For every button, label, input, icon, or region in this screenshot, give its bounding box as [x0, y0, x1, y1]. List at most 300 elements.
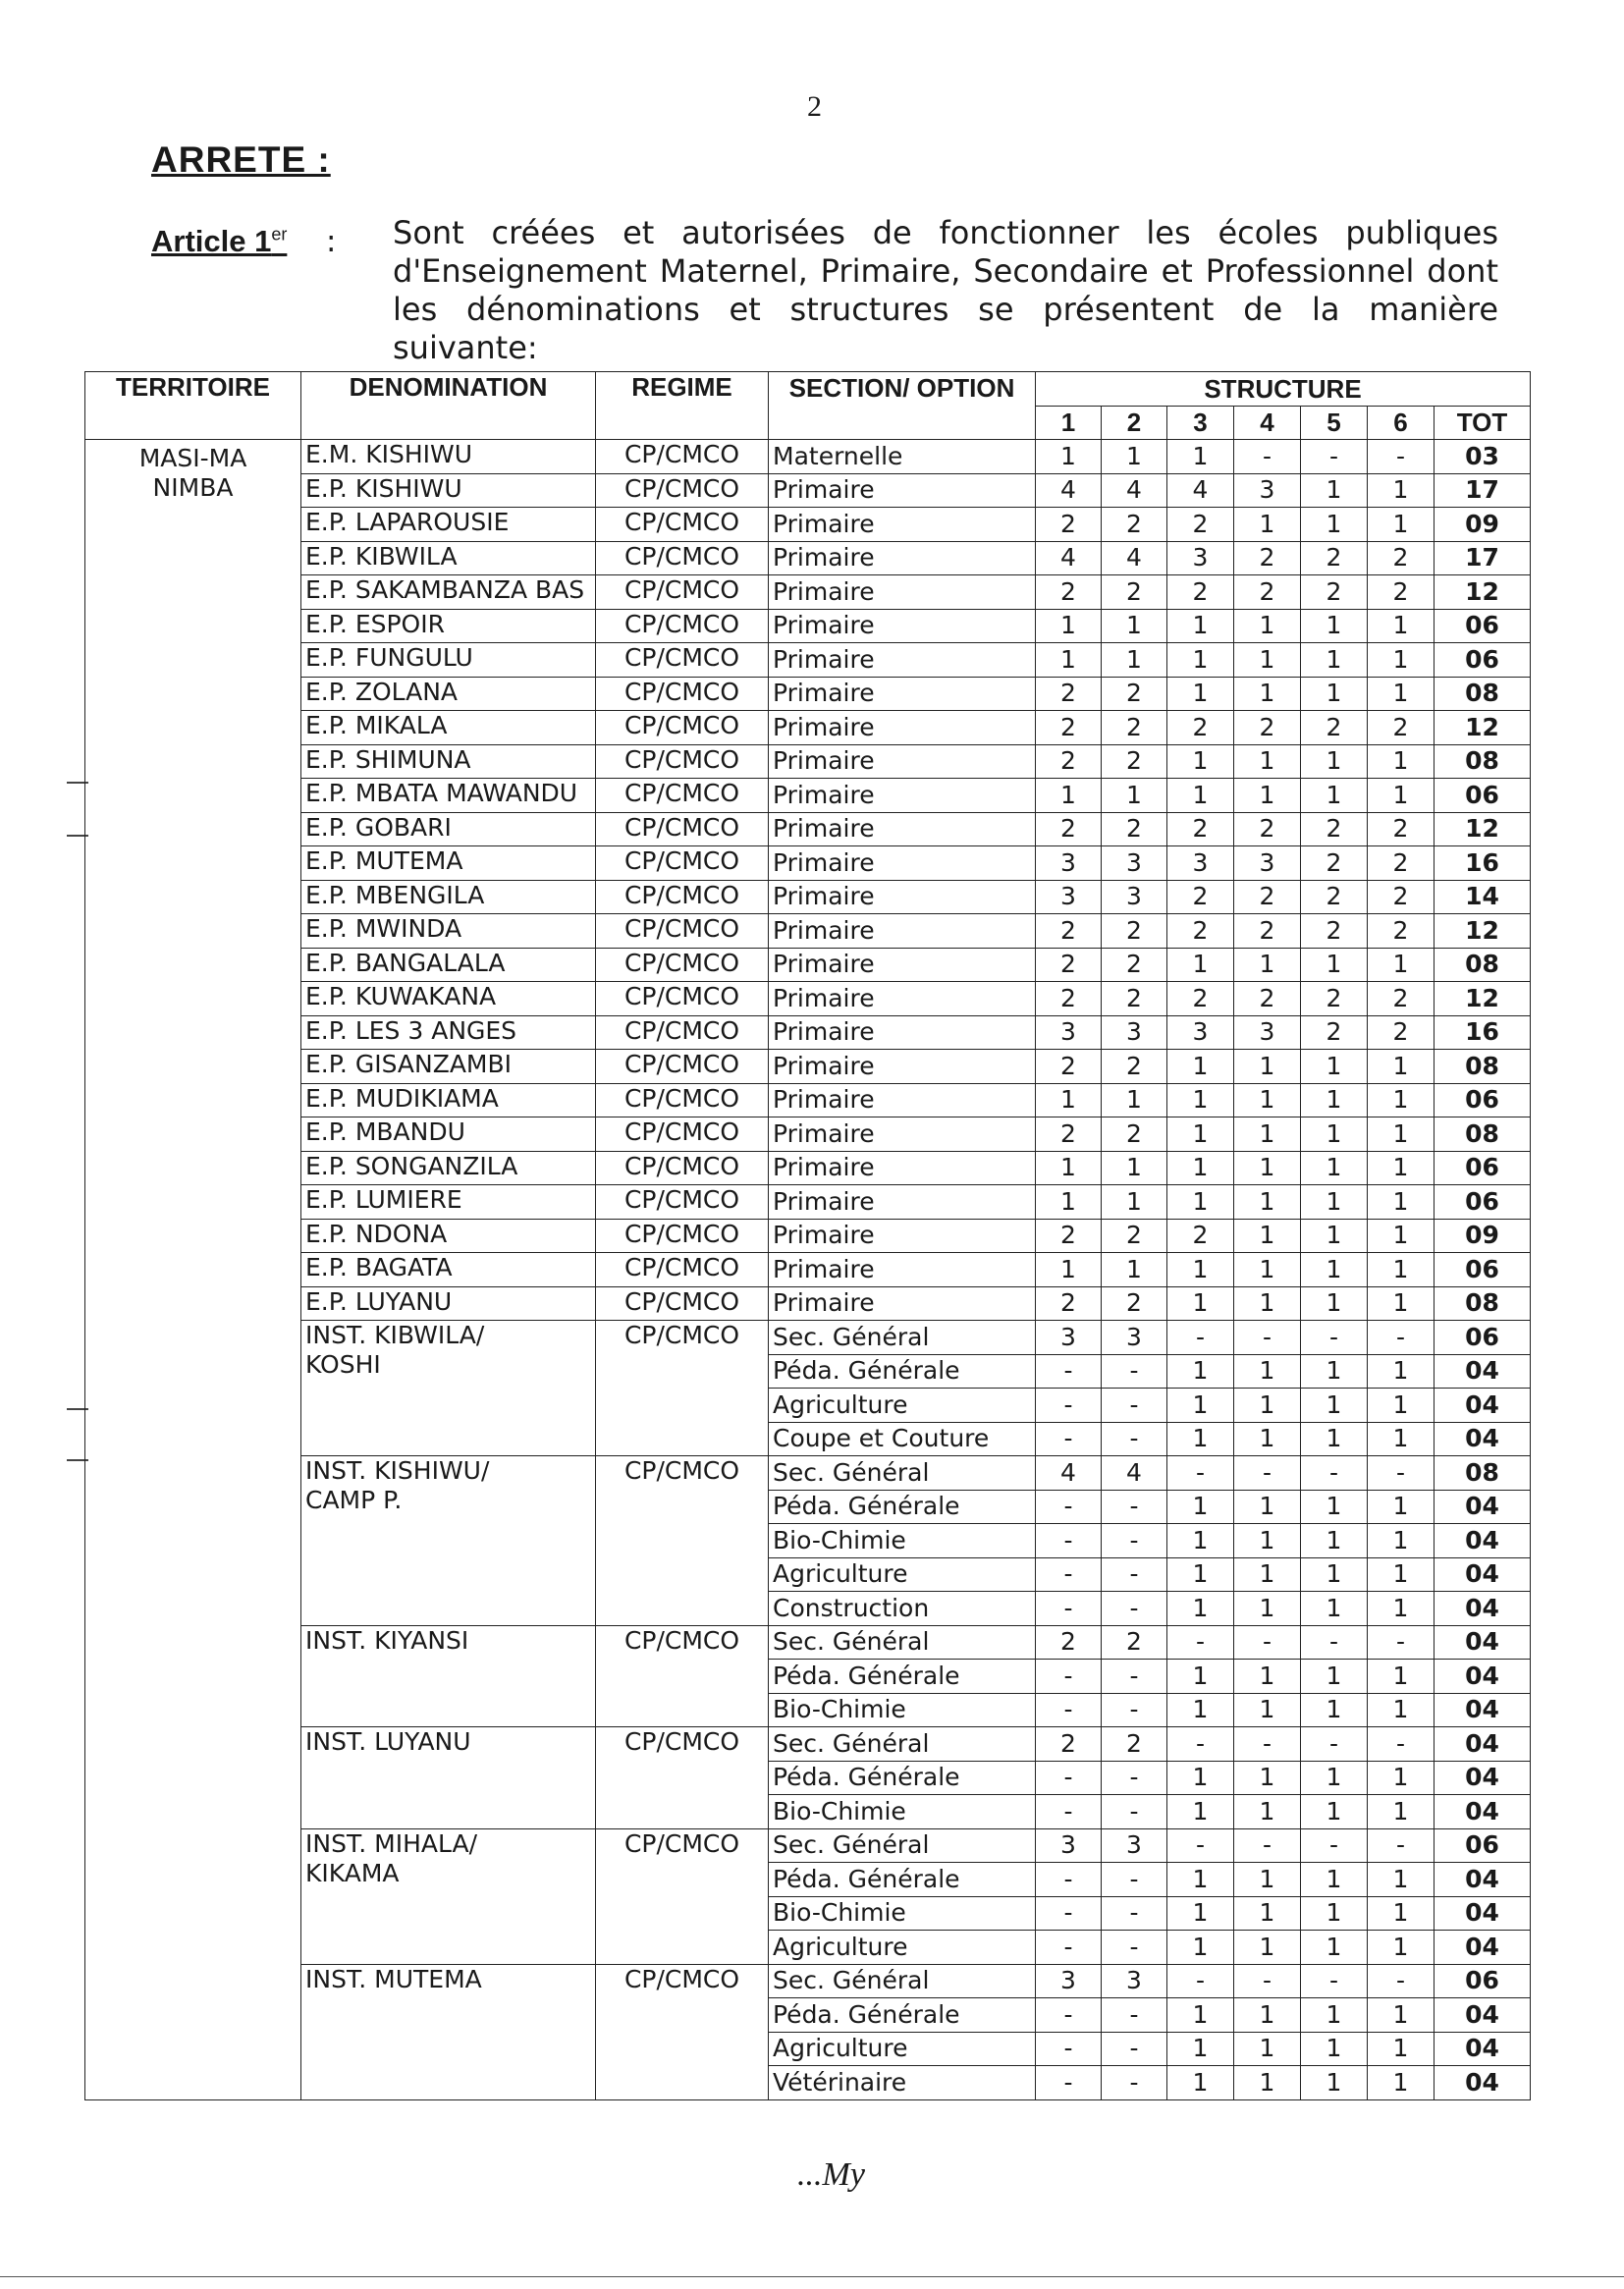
- structure-col-6: 1: [1368, 1286, 1435, 1321]
- school-regime: CP/CMCO: [596, 1456, 769, 1626]
- structure-col-2: -: [1102, 1761, 1167, 1795]
- school-regime: CP/CMCO: [596, 1727, 769, 1829]
- structure-col-2: 1: [1102, 1253, 1167, 1287]
- structure-col-6: 1: [1368, 1660, 1435, 1694]
- section-option: Primaire: [769, 677, 1036, 711]
- structure-col-5: -: [1301, 1727, 1368, 1762]
- table-row: [85, 812, 1531, 846]
- school-regime: CP/CMCO: [596, 1083, 769, 1117]
- table-row: [85, 880, 1531, 914]
- school-regime: CP/CMCO: [596, 575, 769, 610]
- section-option: Primaire: [769, 1253, 1036, 1287]
- structure-col-4: 1: [1234, 677, 1301, 711]
- article-colon: :: [326, 224, 337, 259]
- structure-col-1: 2: [1036, 677, 1102, 711]
- section-option: Primaire: [769, 473, 1036, 508]
- structure-col-4: 1: [1234, 1693, 1301, 1727]
- structure-col-1: -: [1036, 1354, 1102, 1389]
- structure-col-2: 3: [1102, 1828, 1167, 1863]
- structure-col-5: -: [1301, 1828, 1368, 1863]
- structure-col-5: 1: [1301, 1761, 1368, 1795]
- structure-col-4: 1: [1234, 1592, 1301, 1626]
- structure-col-2: 2: [1102, 1050, 1167, 1084]
- structure-col-5: 1: [1301, 473, 1368, 508]
- structure-col-1: 2: [1036, 711, 1102, 745]
- structure-col-6: 1: [1368, 2032, 1435, 2066]
- structure-col-4: 1: [1234, 1761, 1301, 1795]
- header-territoire: TERRITOIRE: [85, 372, 301, 440]
- structure-col-6: 1: [1368, 1693, 1435, 1727]
- structure-total: 04: [1435, 2032, 1531, 2066]
- structure-total: 06: [1435, 643, 1531, 678]
- section-option: Primaire: [769, 1117, 1036, 1152]
- header-col-2: 2: [1102, 406, 1167, 440]
- structure-col-2: -: [1102, 1389, 1167, 1423]
- structure-col-4: 2: [1234, 812, 1301, 846]
- structure-col-2: -: [1102, 1998, 1167, 2033]
- header-col-4: 4: [1234, 406, 1301, 440]
- table-row: [85, 1321, 1531, 1355]
- article-text: Sont créées et autorisées de fonctionner les écoles publiques d'Enseignement Maternel, Primaire, Secondaire et Professionnel dont les dénominations et structures se présentent de la manière suivante:: [393, 214, 1498, 366]
- structure-col-4: 1: [1234, 1422, 1301, 1456]
- structure-col-3: 1: [1167, 1998, 1234, 2033]
- structure-total: 09: [1435, 1219, 1531, 1253]
- school-regime: CP/CMCO: [596, 1286, 769, 1321]
- header-col-6: 6: [1368, 406, 1435, 440]
- school-name: E.P. MIKALA: [301, 711, 596, 745]
- structure-col-6: 2: [1368, 1015, 1435, 1050]
- school-regime: CP/CMCO: [596, 1219, 769, 1253]
- structure-col-3: 2: [1167, 812, 1234, 846]
- structure-col-1: 1: [1036, 440, 1102, 474]
- structure-col-4: 1: [1234, 1185, 1301, 1220]
- structure-col-3: -: [1167, 1321, 1234, 1355]
- structure-total: 04: [1435, 1592, 1531, 1626]
- article-label: Article 1er: [151, 224, 288, 258]
- structure-col-2: -: [1102, 1557, 1167, 1592]
- school-name: E.P. KUWAKANA: [301, 982, 596, 1016]
- header-col-tot: TOT: [1435, 406, 1531, 440]
- structure-col-4: 3: [1234, 1015, 1301, 1050]
- structure-col-4: 1: [1234, 744, 1301, 779]
- school-regime: CP/CMCO: [596, 948, 769, 982]
- section-option: Bio-Chimie: [769, 1896, 1036, 1931]
- structure-col-5: 1: [1301, 677, 1368, 711]
- structure-total: 08: [1435, 1050, 1531, 1084]
- structure-col-5: -: [1301, 1456, 1368, 1491]
- structure-col-3: 1: [1167, 744, 1234, 779]
- school-regime: CP/CMCO: [596, 914, 769, 949]
- structure-col-6: 2: [1368, 880, 1435, 914]
- structure-col-4: -: [1234, 1456, 1301, 1491]
- structure-col-1: 4: [1036, 473, 1102, 508]
- structure-col-6: 1: [1368, 779, 1435, 813]
- structure-total: 04: [1435, 1998, 1531, 2033]
- structure-total: 12: [1435, 812, 1531, 846]
- structure-col-3: 3: [1167, 541, 1234, 575]
- section-option: Primaire: [769, 541, 1036, 575]
- section-option: Primaire: [769, 846, 1036, 881]
- section-option: Primaire: [769, 711, 1036, 745]
- structure-col-4: 1: [1234, 1660, 1301, 1694]
- structure-col-1: 1: [1036, 1083, 1102, 1117]
- structure-col-4: 2: [1234, 711, 1301, 745]
- structure-col-3: 1: [1167, 1931, 1234, 1965]
- structure-col-3: 1: [1167, 1524, 1234, 1558]
- structure-col-4: 1: [1234, 1557, 1301, 1592]
- structure-col-6: 1: [1368, 1422, 1435, 1456]
- structure-col-3: 1: [1167, 1151, 1234, 1185]
- structure-col-5: 1: [1301, 1083, 1368, 1117]
- structure-total: 04: [1435, 2066, 1531, 2100]
- structure-col-5: 1: [1301, 1185, 1368, 1220]
- structure-total: 04: [1435, 1490, 1531, 1524]
- structure-col-3: 1: [1167, 779, 1234, 813]
- school-regime: CP/CMCO: [596, 1964, 769, 2099]
- structure-col-1: 1: [1036, 1185, 1102, 1220]
- structure-col-1: 1: [1036, 779, 1102, 813]
- structure-total: 06: [1435, 1253, 1531, 1287]
- structure-total: 09: [1435, 508, 1531, 542]
- structure-total: 06: [1435, 609, 1531, 643]
- structure-col-4: -: [1234, 1625, 1301, 1660]
- structure-col-3: 1: [1167, 1490, 1234, 1524]
- structure-col-3: 2: [1167, 711, 1234, 745]
- structure-col-4: 1: [1234, 948, 1301, 982]
- structure-col-3: 1: [1167, 1185, 1234, 1220]
- structure-col-6: 1: [1368, 744, 1435, 779]
- section-option: Sec. Général: [769, 1727, 1036, 1762]
- structure-col-6: 1: [1368, 508, 1435, 542]
- structure-total: 06: [1435, 1151, 1531, 1185]
- structure-total: 12: [1435, 711, 1531, 745]
- table-row: [85, 1219, 1531, 1253]
- section-option: Primaire: [769, 779, 1036, 813]
- table-row: [85, 541, 1531, 575]
- territoire-cell: MASI-MANIMBA: [85, 440, 301, 2100]
- structure-col-1: 3: [1036, 880, 1102, 914]
- structure-col-6: 1: [1368, 1219, 1435, 1253]
- school-name: E.P. BANGALALA: [301, 948, 596, 982]
- structure-col-2: 2: [1102, 1117, 1167, 1152]
- structure-col-3: 1: [1167, 1693, 1234, 1727]
- structure-col-5: 1: [1301, 1998, 1368, 2033]
- structure-col-4: 1: [1234, 1998, 1301, 2033]
- structure-col-4: 1: [1234, 643, 1301, 678]
- table-row: [85, 1625, 1531, 1660]
- structure-total: 06: [1435, 1321, 1531, 1355]
- school-name: INST. KIYANSI: [301, 1625, 596, 1727]
- structure-col-3: 2: [1167, 508, 1234, 542]
- section-option: Péda. Générale: [769, 1998, 1036, 2033]
- section-option: Péda. Générale: [769, 1761, 1036, 1795]
- structure-col-4: 1: [1234, 1490, 1301, 1524]
- structure-col-4: 1: [1234, 1524, 1301, 1558]
- section-option: Primaire: [769, 1286, 1036, 1321]
- structure-col-4: 1: [1234, 1795, 1301, 1829]
- schools-table: [84, 371, 1531, 2100]
- structure-col-4: 1: [1234, 1117, 1301, 1152]
- section-option: Péda. Générale: [769, 1863, 1036, 1897]
- structure-col-2: -: [1102, 1931, 1167, 1965]
- structure-col-3: -: [1167, 1828, 1234, 1863]
- structure-col-3: 1: [1167, 1050, 1234, 1084]
- structure-col-5: 1: [1301, 1693, 1368, 1727]
- school-name: E.P. FUNGULU: [301, 643, 596, 678]
- section-option: Vétérinaire: [769, 2066, 1036, 2100]
- section-option: Agriculture: [769, 2032, 1036, 2066]
- structure-col-3: 4: [1167, 473, 1234, 508]
- structure-col-4: 2: [1234, 880, 1301, 914]
- structure-col-2: 2: [1102, 711, 1167, 745]
- school-regime: CP/CMCO: [596, 541, 769, 575]
- structure-col-6: 1: [1368, 1050, 1435, 1084]
- school-name: E.P. SAKAMBANZA BAS: [301, 575, 596, 610]
- structure-total: 04: [1435, 1354, 1531, 1389]
- school-name: INST. KISHIWU/ CAMP P.: [301, 1456, 596, 1626]
- school-name: INST. MUTEMA: [301, 1964, 596, 2099]
- structure-col-2: 2: [1102, 677, 1167, 711]
- structure-col-3: 1: [1167, 2066, 1234, 2100]
- structure-col-6: 2: [1368, 914, 1435, 949]
- school-regime: CP/CMCO: [596, 1185, 769, 1220]
- structure-col-3: 1: [1167, 1761, 1234, 1795]
- section-option: Primaire: [769, 575, 1036, 610]
- table-row: [85, 1151, 1531, 1185]
- section-option: Péda. Générale: [769, 1660, 1036, 1694]
- school-regime: CP/CMCO: [596, 846, 769, 881]
- section-option: Primaire: [769, 914, 1036, 949]
- section-option: Agriculture: [769, 1931, 1036, 1965]
- structure-col-1: 1: [1036, 1151, 1102, 1185]
- structure-col-5: 1: [1301, 744, 1368, 779]
- school-name: E.P. SHIMUNA: [301, 744, 596, 779]
- structure-col-5: 1: [1301, 1896, 1368, 1931]
- structure-col-1: 2: [1036, 812, 1102, 846]
- structure-col-6: 1: [1368, 1117, 1435, 1152]
- school-regime: CP/CMCO: [596, 609, 769, 643]
- structure-col-5: 2: [1301, 914, 1368, 949]
- structure-col-2: 2: [1102, 914, 1167, 949]
- structure-col-1: -: [1036, 1490, 1102, 1524]
- school-regime: CP/CMCO: [596, 508, 769, 542]
- article-label-sup: er: [271, 224, 288, 245]
- section-option: Péda. Générale: [769, 1354, 1036, 1389]
- structure-col-2: 2: [1102, 575, 1167, 610]
- structure-col-3: 1: [1167, 440, 1234, 474]
- structure-col-5: 2: [1301, 846, 1368, 881]
- structure-col-6: 1: [1368, 948, 1435, 982]
- school-name: E.P. KIBWILA: [301, 541, 596, 575]
- structure-total: 04: [1435, 1524, 1531, 1558]
- header-denomination: DENOMINATION: [301, 372, 596, 440]
- table-row: [85, 677, 1531, 711]
- structure-col-2: -: [1102, 1795, 1167, 1829]
- structure-col-3: 1: [1167, 1117, 1234, 1152]
- section-option: Sec. Général: [769, 1321, 1036, 1355]
- section-option: Primaire: [769, 948, 1036, 982]
- school-name: E.P. MBATA MAWANDU: [301, 779, 596, 813]
- structure-col-4: 1: [1234, 1151, 1301, 1185]
- section-option: Péda. Générale: [769, 1490, 1036, 1524]
- structure-total: 17: [1435, 473, 1531, 508]
- structure-total: 06: [1435, 779, 1531, 813]
- structure-col-1: -: [1036, 1693, 1102, 1727]
- structure-col-4: 3: [1234, 846, 1301, 881]
- structure-col-1: 3: [1036, 1321, 1102, 1355]
- structure-col-1: -: [1036, 1931, 1102, 1965]
- section-option: Primaire: [769, 744, 1036, 779]
- table-body: [85, 440, 1531, 2100]
- structure-col-6: 2: [1368, 711, 1435, 745]
- structure-col-5: 1: [1301, 1354, 1368, 1389]
- structure-total: 04: [1435, 1389, 1531, 1423]
- school-name: E.P. MUTEMA: [301, 846, 596, 881]
- section-option: Primaire: [769, 1015, 1036, 1050]
- school-regime: CP/CMCO: [596, 1151, 769, 1185]
- structure-col-5: 1: [1301, 948, 1368, 982]
- structure-col-1: -: [1036, 1592, 1102, 1626]
- structure-col-5: 2: [1301, 812, 1368, 846]
- header-col-3: 3: [1167, 406, 1234, 440]
- structure-total: 12: [1435, 575, 1531, 610]
- structure-col-3: 1: [1167, 643, 1234, 678]
- structure-col-6: 2: [1368, 846, 1435, 881]
- structure-col-5: 2: [1301, 575, 1368, 610]
- structure-col-3: 1: [1167, 1389, 1234, 1423]
- section-option: Sec. Général: [769, 1964, 1036, 1998]
- structure-col-2: -: [1102, 1422, 1167, 1456]
- section-option: Sec. Général: [769, 1828, 1036, 1863]
- school-regime: CP/CMCO: [596, 1253, 769, 1287]
- structure-col-6: 1: [1368, 1931, 1435, 1965]
- table-row: [85, 643, 1531, 678]
- school-name: E.P. LAPAROUSIE: [301, 508, 596, 542]
- structure-col-2: 2: [1102, 508, 1167, 542]
- structure-col-4: 1: [1234, 1219, 1301, 1253]
- structure-col-4: 1: [1234, 779, 1301, 813]
- structure-col-6: 1: [1368, 1795, 1435, 1829]
- school-name: E.P. NDONA: [301, 1219, 596, 1253]
- structure-total: 16: [1435, 846, 1531, 881]
- table-row: [85, 1015, 1531, 1050]
- structure-col-3: 1: [1167, 1592, 1234, 1626]
- structure-col-5: -: [1301, 1964, 1368, 1998]
- structure-col-3: 1: [1167, 1795, 1234, 1829]
- structure-col-3: 2: [1167, 880, 1234, 914]
- structure-col-3: 3: [1167, 1015, 1234, 1050]
- structure-col-6: 2: [1368, 812, 1435, 846]
- structure-col-3: -: [1167, 1964, 1234, 1998]
- structure-col-4: 1: [1234, 2066, 1301, 2100]
- structure-col-3: -: [1167, 1456, 1234, 1491]
- structure-col-2: 4: [1102, 473, 1167, 508]
- section-option: Primaire: [769, 1185, 1036, 1220]
- table-row: [85, 982, 1531, 1016]
- structure-col-1: 2: [1036, 508, 1102, 542]
- structure-total: 04: [1435, 1761, 1531, 1795]
- structure-col-6: 1: [1368, 473, 1435, 508]
- structure-col-4: 2: [1234, 982, 1301, 1016]
- school-name: E.M. KISHIWU: [301, 440, 596, 474]
- table-row: [85, 508, 1531, 542]
- structure-col-3: 2: [1167, 1219, 1234, 1253]
- structure-col-3: -: [1167, 1625, 1234, 1660]
- structure-total: 06: [1435, 1083, 1531, 1117]
- structure-col-4: 1: [1234, 1050, 1301, 1084]
- school-regime: CP/CMCO: [596, 1828, 769, 1964]
- structure-col-5: 1: [1301, 1660, 1368, 1694]
- structure-col-2: 2: [1102, 1625, 1167, 1660]
- structure-col-6: -: [1368, 440, 1435, 474]
- section-option: Sec. Général: [769, 1625, 1036, 1660]
- school-regime: CP/CMCO: [596, 473, 769, 508]
- school-regime: CP/CMCO: [596, 1015, 769, 1050]
- structure-col-6: 1: [1368, 609, 1435, 643]
- school-regime: CP/CMCO: [596, 812, 769, 846]
- structure-col-3: 1: [1167, 1354, 1234, 1389]
- structure-total: 06: [1435, 1828, 1531, 1863]
- structure-col-3: 1: [1167, 2032, 1234, 2066]
- structure-col-4: 2: [1234, 541, 1301, 575]
- structure-col-4: 3: [1234, 473, 1301, 508]
- structure-col-1: -: [1036, 2066, 1102, 2100]
- table-row: [85, 779, 1531, 813]
- structure-col-1: 4: [1036, 1456, 1102, 1491]
- section-option: Sec. Général: [769, 1456, 1036, 1491]
- section-option: Primaire: [769, 1151, 1036, 1185]
- structure-col-1: 2: [1036, 1117, 1102, 1152]
- section-option: Agriculture: [769, 1389, 1036, 1423]
- school-name: E.P. BAGATA: [301, 1253, 596, 1287]
- structure-col-5: 1: [1301, 1389, 1368, 1423]
- structure-col-6: 2: [1368, 575, 1435, 610]
- structure-col-6: -: [1368, 1727, 1435, 1762]
- structure-col-6: 1: [1368, 1389, 1435, 1423]
- signature-mark: ...My: [797, 2156, 865, 2193]
- header-col-5: 5: [1301, 406, 1368, 440]
- structure-col-1: -: [1036, 1863, 1102, 1897]
- structure-col-3: 1: [1167, 948, 1234, 982]
- structure-total: 08: [1435, 1117, 1531, 1152]
- structure-total: 04: [1435, 1863, 1531, 1897]
- structure-col-2: 1: [1102, 609, 1167, 643]
- table-row: [85, 948, 1531, 982]
- structure-total: 04: [1435, 1693, 1531, 1727]
- structure-col-5: -: [1301, 1321, 1368, 1355]
- structure-col-2: 3: [1102, 1015, 1167, 1050]
- structure-col-4: 1: [1234, 1931, 1301, 1965]
- structure-col-4: 1: [1234, 1253, 1301, 1287]
- structure-total: 08: [1435, 1456, 1531, 1491]
- table-row: [85, 1185, 1531, 1220]
- structure-col-2: -: [1102, 1592, 1167, 1626]
- structure-col-3: 1: [1167, 1557, 1234, 1592]
- structure-total: 04: [1435, 1660, 1531, 1694]
- structure-col-5: 1: [1301, 1524, 1368, 1558]
- school-name: INST. MIHALA/ KIKAMA: [301, 1828, 596, 1964]
- structure-col-3: 2: [1167, 575, 1234, 610]
- table-row: [85, 609, 1531, 643]
- structure-col-2: -: [1102, 1863, 1167, 1897]
- structure-col-2: 3: [1102, 1321, 1167, 1355]
- structure-col-4: 1: [1234, 1286, 1301, 1321]
- structure-col-2: 1: [1102, 1083, 1167, 1117]
- structure-col-3: 1: [1167, 677, 1234, 711]
- structure-col-6: 1: [1368, 1592, 1435, 1626]
- school-name: E.P. ESPOIR: [301, 609, 596, 643]
- structure-col-5: 1: [1301, 1050, 1368, 1084]
